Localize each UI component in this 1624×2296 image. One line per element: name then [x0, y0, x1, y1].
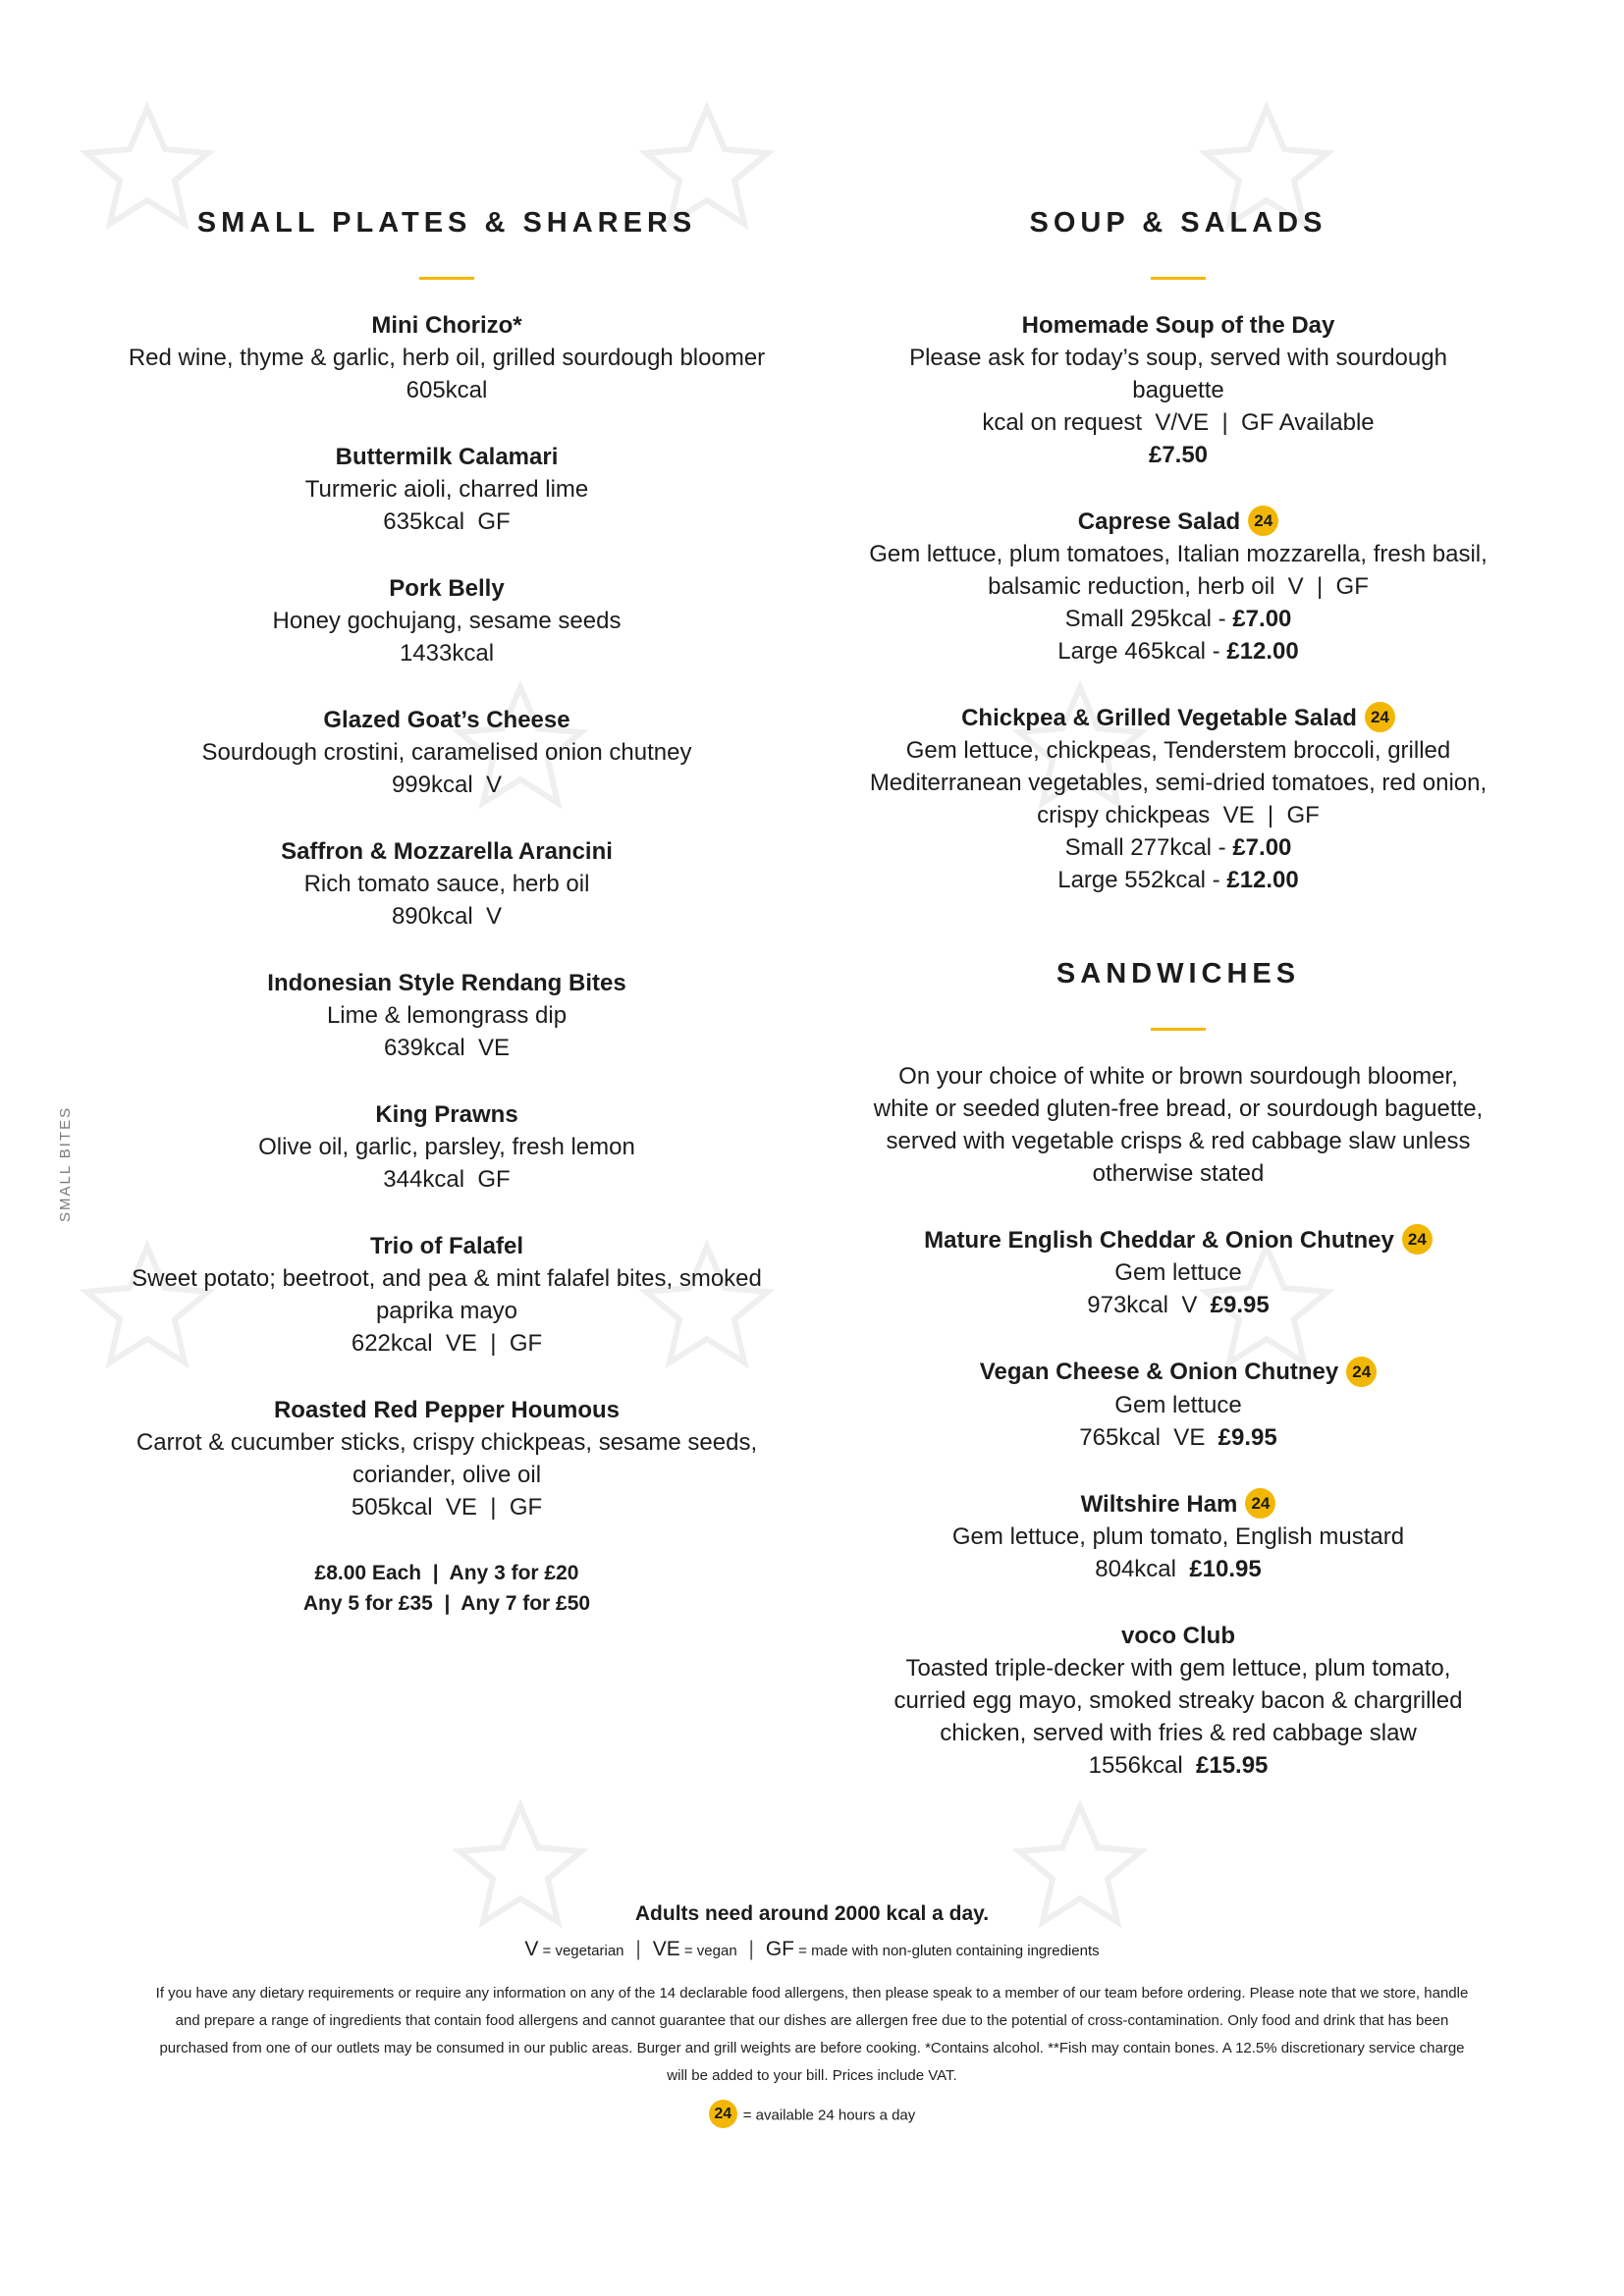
item-desc: Sourdough crostini, caramelised onion chutney	[201, 739, 692, 766]
item-name: Caprese Salad	[1077, 508, 1241, 535]
item-name-row	[869, 1224, 1488, 1256]
menu-item	[103, 309, 790, 406]
item-name: Chickpea & Grilled Vegetable Salad	[961, 705, 1357, 732]
item-desc: Gem lettuce	[1114, 1259, 1242, 1287]
item-name: Indonesian Style Rendang Bites	[267, 970, 626, 996]
item-name: Saffron & Mozzarella Arancini	[281, 838, 613, 865]
legend-v-desc: = vegetarian	[538, 1943, 624, 1959]
item-info-row	[869, 1749, 1488, 1782]
accent-rule	[1151, 277, 1206, 280]
item-info-row	[869, 1553, 1488, 1585]
deal-line: £8.00 Each | Any 3 for £20	[314, 1562, 579, 1584]
item-info: 505kcal VE | GF	[351, 1494, 543, 1521]
size-price: £7.00	[1232, 834, 1292, 862]
item-size-large	[869, 864, 1488, 896]
item-info: 999kcal V	[391, 772, 503, 798]
item-desc: Turmeric aioli, charred lime	[304, 476, 589, 503]
size-kcal: Small 277kcal -	[1064, 834, 1233, 862]
item-price: £9.95	[1218, 1423, 1277, 1451]
side-label: SMALL BITES	[57, 1105, 74, 1222]
item-desc: Gem lettuce	[1114, 1391, 1242, 1418]
item-name: Vegan Cheese & Onion Chutney	[979, 1359, 1339, 1386]
item-name: Mini Chorizo*	[371, 312, 522, 339]
menu-item	[103, 441, 790, 538]
legend-v: V	[524, 1938, 539, 1960]
allergen-disclaimer: If you have any dietary requirements or require any information on any of the 14 declarable food allergens, then please speak to a member of our team before ordering. Please note that we store, handle and prepare a range of ingredients that contain food allergens and cannot guarantee that our dishes are allergen free due to the potential of cross-contamination. Only food and drink that has been purchased from one of our outlets may be consumed in our public areas. Burger and grill weights are before cooking. *Contains alcohol. **Fish may contain bones. A 12.5% discretionary service charge will be added to your bill. Prices include VAT.	[155, 1985, 1469, 2084]
sandwiches-intro: On your choice of white or brown sourdough bloomer, white or seeded gluten-free bread, or sourdough baguette, served with vegetable crisps & red cabbage slaw unless otherwise stated	[873, 1063, 1484, 1188]
section-title: SOUP & SALADS	[1029, 207, 1327, 239]
size-price: £12.00	[1226, 638, 1299, 666]
watermark-icon	[86, 108, 208, 224]
item-price: £7.50	[1148, 442, 1209, 468]
item-size-large	[869, 635, 1488, 667]
item-info: 344kcal GF	[383, 1166, 511, 1193]
item-info: 765kcal VE	[1079, 1423, 1218, 1451]
available-24-badge: 24	[1245, 1488, 1275, 1519]
menu-item	[869, 1356, 1488, 1453]
soup-salads-section	[869, 207, 1494, 1816]
item-price: £10.95	[1189, 1555, 1262, 1582]
item-price: £15.95	[1196, 1751, 1269, 1779]
item-info: 622kcal VE | GF	[351, 1330, 543, 1357]
item-name: Mature English Cheddar & Onion Chutney	[924, 1227, 1394, 1255]
item-desc: Olive oil, garlic, parsley, fresh lemon	[258, 1134, 635, 1160]
kcal-notice: Adults need around 2000 kcal a day.	[634, 1902, 990, 1925]
item-desc: Honey gochujang, sesame seeds	[272, 608, 622, 634]
menu-item	[869, 1488, 1488, 1585]
menu-item	[103, 967, 790, 1064]
item-info-row	[869, 1289, 1488, 1321]
accent-rule	[1151, 1028, 1206, 1031]
item-price: £9.95	[1210, 1292, 1270, 1319]
item-size-small	[869, 603, 1488, 635]
deal-block	[103, 1558, 790, 1619]
item-info: 890kcal V	[391, 903, 503, 930]
item-size-small	[869, 831, 1488, 864]
item-info: 639kcal VE	[383, 1035, 511, 1061]
item-info: 1556kcal	[1088, 1751, 1196, 1779]
deal-line: Any 5 for £35 | Any 7 for £50	[302, 1592, 591, 1615]
item-name: Wiltshire Ham	[1080, 1490, 1238, 1518]
menu-item	[103, 1394, 790, 1523]
legend-ve: VE	[652, 1938, 680, 1960]
availability-text: = available 24 hours a day	[742, 2107, 916, 2124]
menu-item	[103, 704, 790, 801]
available-24-badge: 24	[1402, 1224, 1433, 1255]
menu-item	[869, 702, 1493, 896]
section-title: SANDWICHES	[1056, 958, 1301, 990]
item-name-row	[869, 1488, 1488, 1521]
item-name: voco Club	[1120, 1622, 1235, 1649]
section-title: SMALL PLATES & SHARERS	[196, 207, 697, 239]
item-name-row	[869, 702, 1488, 734]
menu-item	[103, 1098, 790, 1196]
small-plates-section	[103, 209, 790, 1619]
item-info: 605kcal	[406, 377, 488, 403]
item-desc: Toasted triple-decker with gem lettuce, plum tomato, curried egg mayo, smoked streaky bacon & chargrilled chicken, served with fries & red cabbage slaw	[893, 1654, 1463, 1746]
item-info: 804kcal	[1095, 1555, 1190, 1582]
item-info: 1433kcal	[399, 640, 495, 667]
menu-item	[103, 1230, 790, 1360]
available-24-badge: 24	[709, 2100, 737, 2128]
item-name-row	[869, 506, 1488, 538]
available-24-badge: 24	[1346, 1357, 1377, 1387]
available-24-badge: 24	[1248, 506, 1278, 536]
item-desc: Rich tomato sauce, herb oil	[303, 871, 590, 897]
dietary-legend	[147, 1935, 1477, 1966]
item-desc: Lime & lemongrass dip	[326, 1002, 568, 1029]
item-name: Homemade Soup of the Day	[1021, 312, 1335, 339]
item-name: Pork Belly	[389, 575, 505, 602]
availability-key	[147, 2102, 1477, 2130]
item-info: 973kcal V	[1087, 1292, 1211, 1319]
item-name: King Prawns	[375, 1101, 518, 1128]
legend-gf-desc: = made with non-gluten containing ingredients	[794, 1943, 1100, 1959]
item-name: Glazed Goat’s Cheese	[323, 707, 570, 733]
separator: |	[748, 1938, 754, 1960]
accent-rule	[419, 277, 474, 280]
size-kcal: Large 552kcal -	[1057, 867, 1227, 894]
item-desc: Carrot & cucumber sticks, crispy chickpeas, sesame seeds, coriander, olive oil	[135, 1429, 758, 1488]
footer	[147, 1899, 1477, 2130]
available-24-badge: 24	[1365, 702, 1395, 732]
size-price: £12.00	[1226, 867, 1299, 894]
item-name-row	[869, 1356, 1488, 1388]
legend-ve-desc: = vegan	[679, 1943, 737, 1959]
item-info: kcal on request V/VE | GF Available	[982, 409, 1375, 436]
item-name: Trio of Falafel	[369, 1233, 524, 1259]
item-desc: Gem lettuce, plum tomato, English mustard	[951, 1522, 1405, 1550]
menu-item	[869, 1620, 1488, 1782]
size-kcal: Large 465kcal -	[1057, 638, 1227, 666]
item-name: Buttermilk Calamari	[335, 444, 559, 470]
menu-item	[103, 835, 790, 933]
menu-item	[869, 506, 1494, 667]
item-desc: Gem lettuce, plum tomatoes, Italian mozzarella, fresh basil, balsamic reduction, herb oil V | GF	[869, 541, 1494, 601]
menu-item	[869, 1224, 1488, 1321]
item-desc: Red wine, thyme & garlic, herb oil, grilled sourdough bloomer	[128, 345, 766, 371]
legend-gf: GF	[765, 1938, 794, 1960]
menu-item	[103, 572, 790, 669]
item-name: Roasted Red Pepper Houmous	[273, 1397, 621, 1423]
item-desc: Gem lettuce, chickpeas, Tenderstem broccoli, grilled Mediterranean vegetables, semi-dried tomatoes, red onion, crispy chickpeas VE | GF	[869, 737, 1493, 829]
size-kcal: Small 295kcal -	[1064, 606, 1233, 633]
item-info-row	[869, 1421, 1488, 1454]
menu-item	[869, 309, 1488, 471]
size-price: £7.00	[1232, 606, 1292, 633]
separator: |	[635, 1938, 641, 1960]
item-desc: Please ask for today’s soup, served with sourdough baguette	[909, 345, 1447, 403]
item-info: 635kcal GF	[383, 508, 511, 535]
item-desc: Sweet potato; beetroot, and pea & mint falafel bites, smoked paprika mayo	[132, 1265, 762, 1324]
